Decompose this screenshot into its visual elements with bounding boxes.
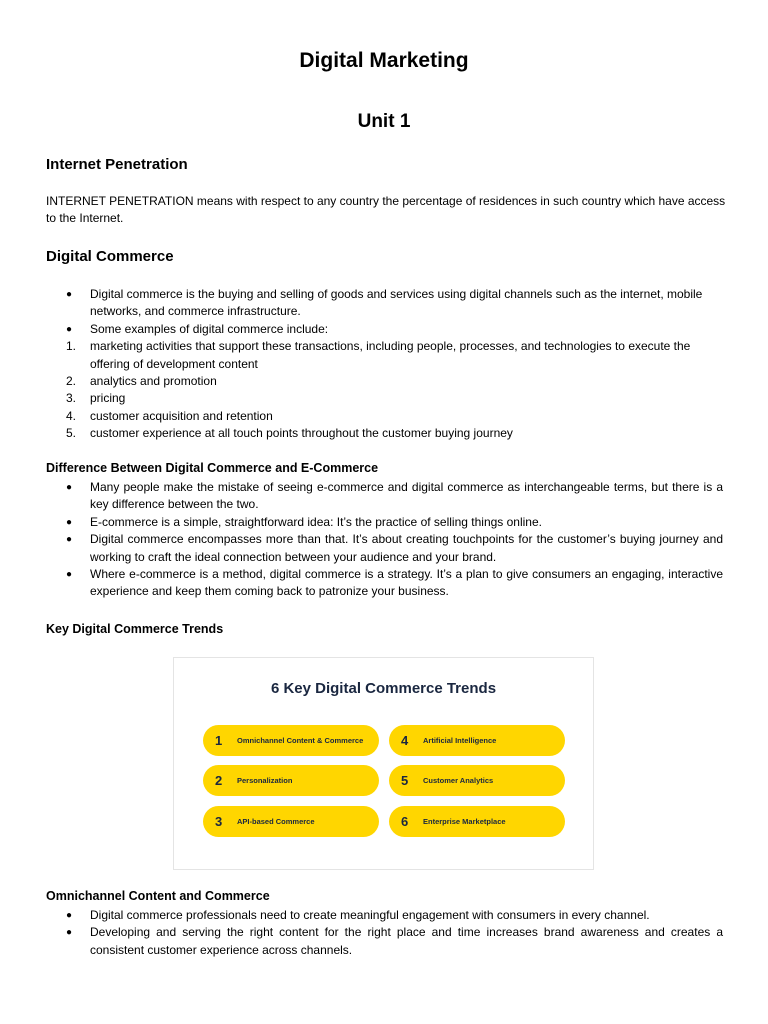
difference-heading: Difference Between Digital Commerce and E-Commerce [46,461,379,475]
trend-label: Enterprise Marketplace [423,817,506,826]
trends-heading: Key Digital Commerce Trends [46,622,224,636]
trend-number: 5 [401,773,409,788]
list-item: ● E-commerce is a simple, straightforward idea: It’s the practice of selling things online. [90,514,723,531]
omnichannel-list [66,907,723,959]
unit-title: Unit 1 [357,111,411,132]
trend-number: 2 [215,773,223,788]
list-item: ● Where e-commerce is a method, digital commerce is a strategy. It’s a plan to give consumers an engaging, interactive experience and keep them coming back to patronize your business. [66,567,723,599]
trend-pill-1 [203,725,379,756]
trend-pill-4 [389,725,565,756]
bullet-icon: ● [66,910,73,921]
trend-pill-6 [389,806,565,837]
bullet-icon: ● [66,569,73,581]
list-item: ● Digital commerce is the buying and selling of goods and services using digital channels such as the internet, mobile networks, and commerce infrastructure. [66,287,703,319]
list-item: ● Many people make the mistake of seeing e-commerce and digital commerce as interchangeable terms, but there is a key difference between the two. [66,480,723,512]
list-item: 1. marketing activities that support these transactions, including people, processes, and technologies to execute the offering of development content [66,339,691,371]
list-item: ● Some examples of digital commerce include: [90,321,726,338]
digital-commerce-list [66,286,726,443]
trend-pill-2 [203,765,379,796]
trends-figure [173,657,594,870]
list-item: 3. pricing [66,391,126,406]
digital-commerce-heading: Digital Commerce [46,248,174,265]
trend-pill-3 [203,806,379,837]
bullet-icon: ● [66,927,73,939]
bullet-icon: ● [66,323,73,335]
trend-label: Customer Analytics [423,776,494,785]
trend-number: 3 [215,814,223,829]
list-item: ● Developing and serving the right content for the right place and time increases brand awareness and creates a consistent customer experience across channels. [66,925,723,957]
trend-label: Omnichannel Content & Commerce [237,736,364,745]
figure-title: 6 Key Digital Commerce Trends [270,680,497,697]
list-item: ● Digital commerce professionals need to create meaningful engagement with consumers in every channel. [90,907,723,924]
bullet-icon: ● [66,482,73,493]
list-item: 4. customer acquisition and retention [66,408,273,423]
list-item: 2. analytics and promotion [66,374,217,389]
trend-number: 1 [215,733,223,748]
difference-list [66,479,723,601]
trend-label: API-based Commerce [237,817,315,826]
list-item: 5. customer experience at all touch points throughout the customer buying journey [66,426,513,441]
page-title: Digital Marketing [299,49,469,72]
list-item: ● Digital commerce encompasses more than that. It’s about creating touchpoints for the customer’s buying journey and working to craft the ideal connection between your audience and your brand. [66,532,723,564]
trend-number: 4 [401,733,409,748]
trend-pill-5 [389,765,565,796]
bullet-icon: ● [66,534,73,546]
bullet-icon: ● [66,289,73,300]
internet-penetration-text: INTERNET PENETRATION means with respect to any country the percentage of residences in such country which have access to the Internet. [46,194,726,225]
bullet-icon: ● [66,516,73,528]
trend-number: 6 [401,814,409,829]
trend-label: Artificial Intelligence [423,736,497,745]
omnichannel-heading: Omnichannel Content and Commerce [46,889,270,903]
trend-label: Personalization [237,776,293,785]
internet-penetration-heading: Internet Penetration [46,156,188,173]
